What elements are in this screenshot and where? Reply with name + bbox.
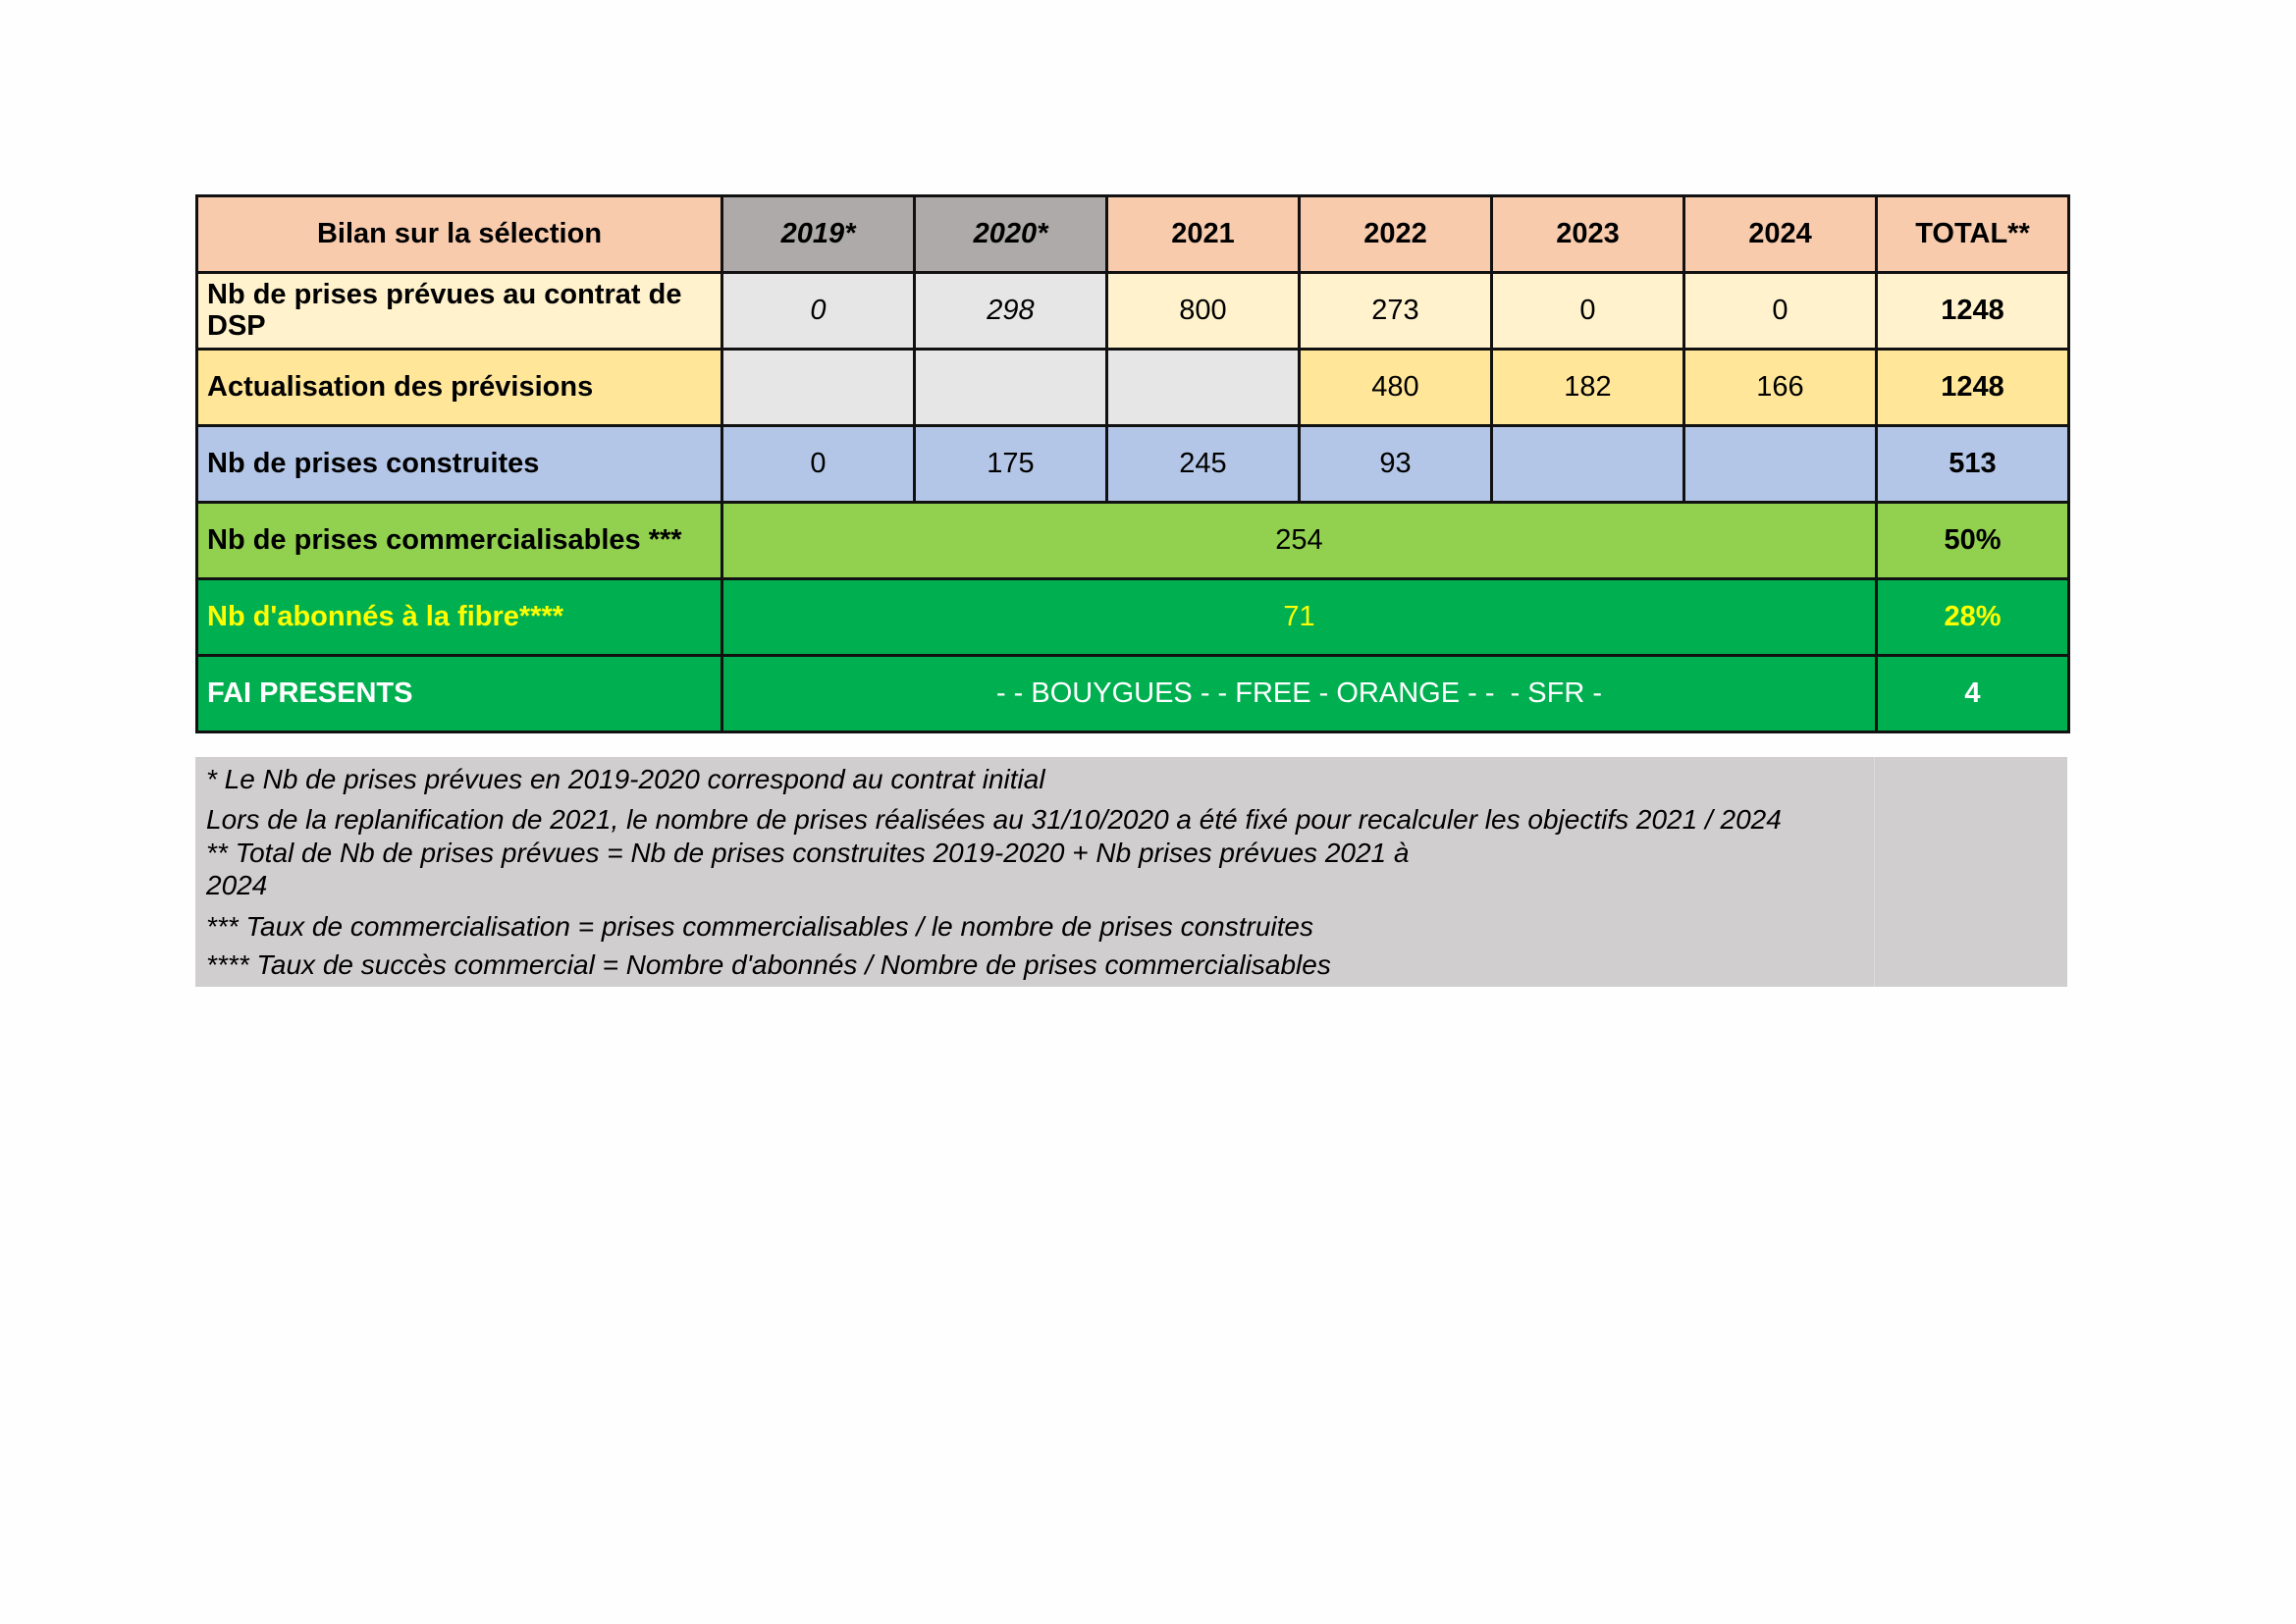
built-2020-cell: 175 <box>915 426 1107 503</box>
footnote-2: Lors de la replanification de 2021, le nombre de prises réalisées au 31/10/2020 a été fixé pour recalculer les objectifs 2021 / 2024 <box>206 804 1782 835</box>
isp-total-cell: 4 <box>1877 656 2069 732</box>
header-2022-cell: 2022 <box>1300 196 1492 273</box>
contract-total-cell: 1248 <box>1877 273 2069 350</box>
commercial-label-cell: Nb de prises commercialisables *** <box>197 503 722 579</box>
commercial-row <box>197 503 2069 579</box>
actualisation-row <box>197 350 2069 426</box>
commercial-value-cell: 254 <box>722 503 1877 579</box>
built-2022-cell: 93 <box>1300 426 1492 503</box>
header-label-cell: Bilan sur la sélection <box>197 196 722 273</box>
contract-2019-cell: 0 <box>722 273 915 350</box>
subscribers-total-cell: 28% <box>1877 579 2069 656</box>
isp-row <box>197 656 2069 732</box>
contract-row <box>197 273 2069 350</box>
summary-table <box>195 194 2070 733</box>
header-total-cell: TOTAL** <box>1877 196 2069 273</box>
actualisation-2021-cell <box>1107 350 1300 426</box>
commercial-total-cell: 50% <box>1877 503 2069 579</box>
actualisation-2020-cell <box>915 350 1107 426</box>
contract-2020-cell: 298 <box>915 273 1107 350</box>
actualisation-2024-cell: 166 <box>1684 350 1877 426</box>
actualisation-2022-cell: 480 <box>1300 350 1492 426</box>
header-2023-cell: 2023 <box>1492 196 1684 273</box>
built-label-cell: Nb de prises construites <box>197 426 722 503</box>
footnote-1: * Le Nb de prises prévues en 2019-2020 correspond au contrat initial <box>206 764 1045 794</box>
built-2021-cell: 245 <box>1107 426 1300 503</box>
built-row <box>197 426 2069 503</box>
actualisation-2023-cell: 182 <box>1492 350 1684 426</box>
actualisation-label-cell: Actualisation des prévisions <box>197 350 722 426</box>
footnote-5: **** Taux de succès commercial = Nombre d'abonnés / Nombre de prises commercialisables <box>206 949 1331 980</box>
contract-label-cell: Nb de prises prévues au contrat de DSP <box>197 273 722 350</box>
actualisation-2019-cell <box>722 350 915 426</box>
header-2020-cell: 2020* <box>915 196 1107 273</box>
built-2023-cell <box>1492 426 1684 503</box>
header-row <box>197 196 2069 273</box>
footnotes-panel <box>195 757 2067 987</box>
isp-value-cell: - - BOUYGUES - - FREE - ORANGE - - - SFR - <box>722 656 1877 732</box>
subscribers-row <box>197 579 2069 656</box>
contract-2023-cell: 0 <box>1492 273 1684 350</box>
footnotes-column-divider <box>1874 757 1875 987</box>
built-2024-cell <box>1684 426 1877 503</box>
contract-2024-cell: 0 <box>1684 273 1877 350</box>
header-2021-cell: 2021 <box>1107 196 1300 273</box>
built-total-cell: 513 <box>1877 426 2069 503</box>
footnote-3a: ** Total de Nb de prises prévues = Nb de prises construites 2019-2020 + Nb prises prévues 2021 à <box>206 838 1410 868</box>
contract-2021-cell: 800 <box>1107 273 1300 350</box>
built-2019-cell: 0 <box>722 426 915 503</box>
contract-2022-cell: 273 <box>1300 273 1492 350</box>
subscribers-label-cell: Nb d'abonnés à la fibre**** <box>197 579 722 656</box>
isp-label-cell: FAI PRESENTS <box>197 656 722 732</box>
footnote-4: *** Taux de commercialisation = prises commercialisables / le nombre de prises construites <box>206 911 1313 942</box>
header-2024-cell: 2024 <box>1684 196 1877 273</box>
footnote-3b: 2024 <box>206 870 268 900</box>
actualisation-total-cell: 1248 <box>1877 350 2069 426</box>
subscribers-value-cell: 71 <box>722 579 1877 656</box>
header-2019-cell: 2019* <box>722 196 915 273</box>
